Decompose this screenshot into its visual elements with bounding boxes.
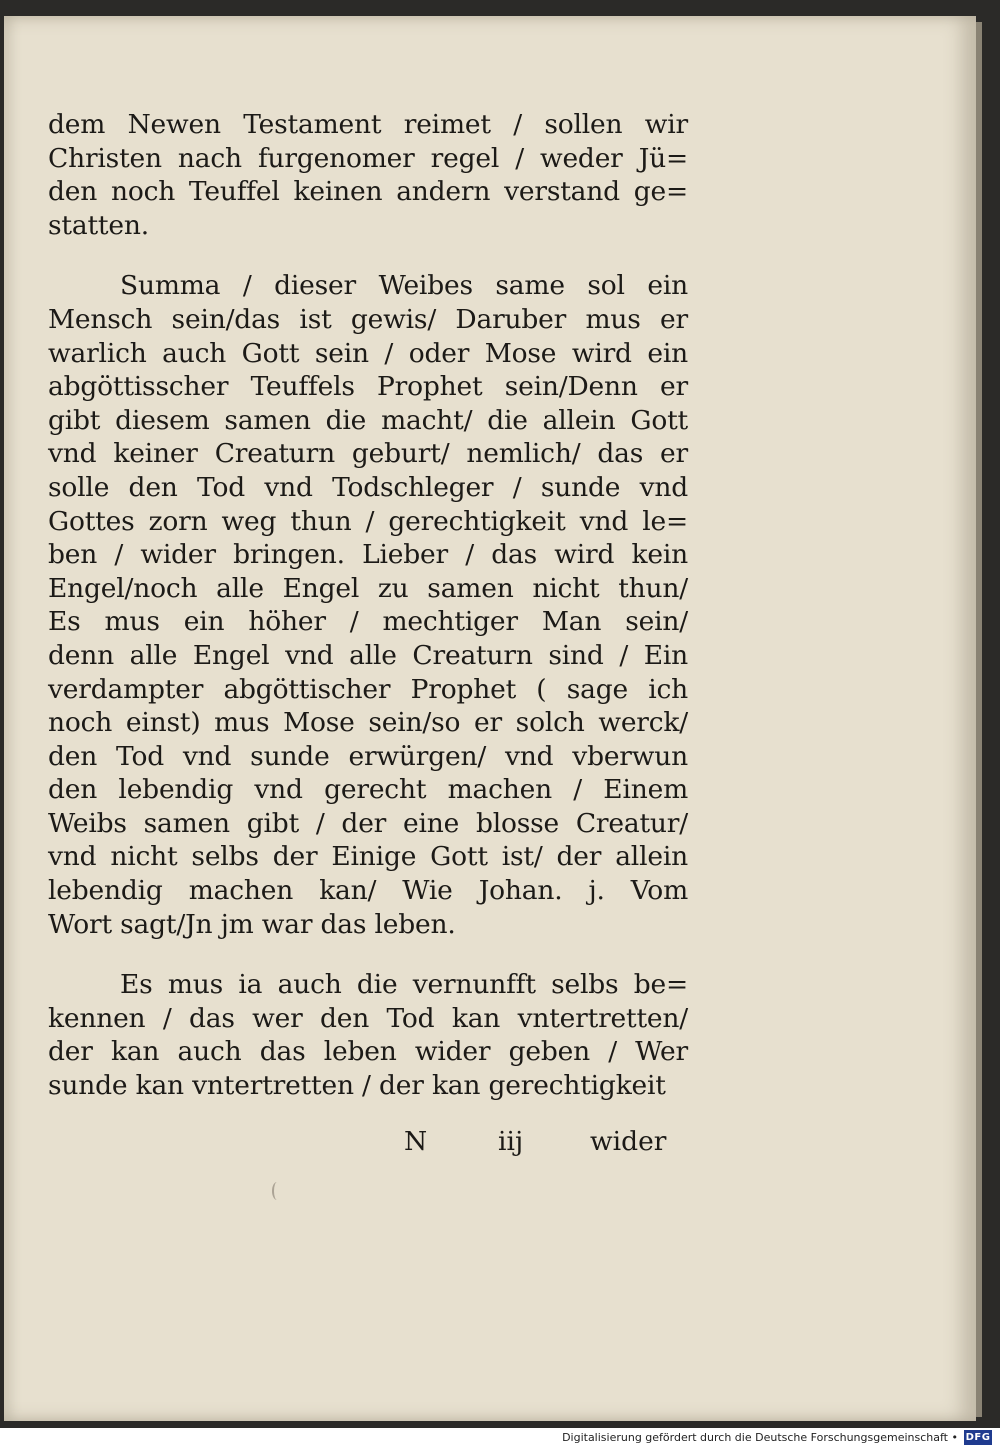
text-line: Es mus ein höher / mechtiger Man sein/: [48, 606, 688, 638]
paragraph: [48, 108, 688, 242]
text-line: den noch Teuffel keinen andern verstand ge=: [48, 176, 688, 208]
paragraph: [48, 968, 688, 1102]
signature-line: [404, 1126, 680, 1160]
signature-mark: N: [404, 1126, 428, 1157]
text-line: Christen nach furgenomer regel / weder Jü=: [48, 142, 688, 174]
text-line: Weibs samen gibt / der eine blosse Creatur/: [48, 807, 688, 839]
text-line: Summa / dieser Weibes same sol ein: [120, 270, 688, 302]
signature-number: iij: [498, 1126, 524, 1157]
dfg-logo: DFG: [965, 1432, 991, 1443]
text-line: sunde kan vntertretten / der kan gerechtigkeit: [48, 1070, 666, 1102]
text-line: Wort sagt/Jn jm war das leben.: [48, 908, 456, 940]
footer-credit-text: Digitalisierung gefördert durch die Deutsche Forschungsgemeinschaft: [562, 1431, 948, 1444]
text-line: warlich auch Gott sein / oder Mose wird ein: [48, 337, 688, 369]
footer-bar: [0, 1428, 1000, 1449]
text-line: kennen / das wer den Tod kan vntertretten/: [48, 1002, 688, 1034]
text-line: lebendig machen kan/ Wie Johan. j. Vom: [48, 875, 688, 907]
page-text: [48, 108, 688, 1103]
text-line: Mensch sein/das ist gewis/ Daruber mus er: [48, 303, 688, 335]
paper-mark: [272, 1182, 282, 1200]
text-line: gibt diesem samen die macht/ die allein Gott: [48, 404, 688, 436]
paragraph: [48, 269, 688, 941]
text-line: den lebendig vnd gerecht machen / Einem: [48, 774, 688, 806]
footer-separator: •: [951, 1431, 958, 1444]
paragraph-gap: [48, 941, 688, 968]
text-line: denn alle Engel vnd alle Creaturn sind / Ein: [48, 639, 688, 671]
text-line: verdampter abgöttischer Prophet ( sage ich: [48, 673, 688, 705]
text-line: abgöttisscher Teuffels Prophet sein/Denn er: [48, 371, 688, 403]
text-line: der kan auch das leben wider geben / Wer: [48, 1036, 688, 1068]
text-line: statten.: [48, 209, 149, 241]
text-line: ben / wider bringen. Lieber / das wird kein: [48, 539, 688, 571]
text-line: Gottes zorn weg thun / gerechtigkeit vnd le=: [48, 505, 688, 537]
text-line: vnd nicht selbs der Einige Gott ist/ der allein: [48, 841, 688, 873]
text-line: Engel/noch alle Engel zu samen nicht thun/: [48, 572, 688, 604]
text-line: dem Newen Testament reimet / sollen wir: [48, 109, 688, 140]
text-line: vnd keiner Creaturn geburt/ nemlich/ das er: [48, 438, 688, 470]
catchword: wider: [590, 1126, 667, 1157]
footer-credit: [562, 1431, 958, 1444]
text-line: noch einst) mus Mose sein/so er solch werck/: [48, 707, 688, 739]
text-line: solle den Tod vnd Todschleger / sunde vnd: [48, 471, 688, 503]
text-line: Es mus ia auch die vernunfft selbs be=: [120, 969, 688, 1001]
text-line: den Tod vnd sunde erwürgen/ vnd vberwun: [48, 740, 688, 772]
paragraph-gap: [48, 242, 688, 269]
page-edge: [976, 22, 982, 1417]
